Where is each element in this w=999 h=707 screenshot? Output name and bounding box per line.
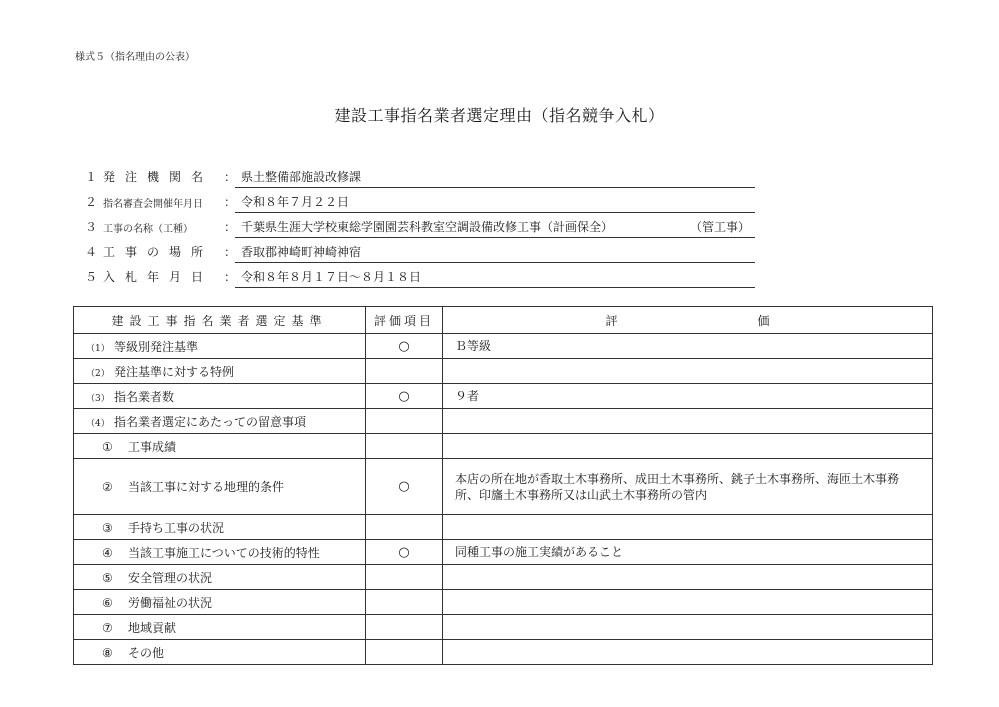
evaluation-text (443, 434, 933, 459)
evaluation-text: 同種工事の施工実績があること (443, 540, 933, 565)
table-row (74, 359, 933, 384)
table-row (74, 565, 933, 590)
criteria-label: 当該工事施工についての技術的特性 (128, 545, 320, 560)
evaluation-text: 本店の所在地が香取土木事務所、成田土木事務所、銚子土木事務所、海匝土木事務所、印旛土木事務所又は山武土木事務所の管内 (443, 459, 933, 515)
info-colon: ： (224, 195, 237, 209)
info-value: 千葉県生涯大学校東総学園園芸科教室空調設備改修工事（計画保全） (241, 220, 614, 234)
info-colon: ： (224, 170, 237, 184)
criteria-cell (74, 615, 366, 640)
work-type: （管工事） (690, 220, 751, 234)
info-value-line (235, 243, 755, 263)
criteria-cell (74, 384, 366, 409)
criteria-cell (74, 334, 366, 359)
criteria-label: 労働福祉の状況 (128, 595, 213, 610)
form-number: 様式５（指名理由の公表） (75, 52, 195, 63)
evaluation-text (443, 409, 933, 434)
criteria-label: 発注基準に対する特例 (114, 364, 235, 379)
table-row (74, 540, 933, 565)
info-colon: ： (224, 220, 237, 234)
table-row (74, 515, 933, 540)
row-circled-number: ④ (102, 545, 113, 560)
criteria-cell (74, 640, 366, 665)
criteria-label: 等級別発注基準 (114, 339, 199, 354)
row-circled-number: ② (102, 480, 113, 494)
info-row-work-name (85, 213, 785, 238)
criteria-label: その他 (128, 645, 165, 660)
row-number: （1） (86, 343, 110, 354)
row-circled-number: ⑧ (102, 645, 113, 660)
criteria-cell (74, 459, 366, 515)
evaluation-mark (366, 615, 443, 640)
header-evaluation-char1: 評 (605, 313, 618, 328)
criteria-label: 安全管理の状況 (128, 570, 213, 585)
evaluation-mark: ○ (366, 384, 443, 409)
info-label: 工事の名称（工種） (103, 224, 193, 235)
row-circled-number: ⑥ (102, 595, 113, 610)
criteria-label: 指名業者数 (114, 389, 175, 404)
evaluation-text: Ｂ等級 (443, 334, 933, 359)
evaluation-mark (366, 590, 443, 615)
row-circled-number: ③ (102, 520, 113, 535)
criteria-label: 工事成績 (128, 439, 177, 454)
row-number: （4） (86, 418, 110, 429)
info-value-line (235, 193, 755, 213)
table-row (74, 334, 933, 359)
criteria-cell (74, 434, 366, 459)
criteria-cell (74, 515, 366, 540)
info-number: ５ (85, 270, 98, 284)
table-row (74, 640, 933, 665)
info-value: 令和８年７月２２日 (241, 195, 350, 209)
info-value-line (235, 168, 755, 188)
row-number: （3） (86, 393, 110, 404)
evaluation-mark (366, 565, 443, 590)
criteria-label: 当該工事に対する地理的条件 (128, 480, 285, 494)
header-evaluation-char2: 価 (757, 313, 770, 328)
evaluation-text (443, 359, 933, 384)
row-circled-number: ⑦ (102, 620, 113, 635)
info-colon: ： (224, 245, 237, 259)
table-row (74, 409, 933, 434)
info-value-line (235, 218, 755, 238)
criteria-cell (74, 540, 366, 565)
info-label-text: 発注機関名 (103, 170, 214, 184)
info-row-agency (85, 163, 785, 188)
info-block (85, 163, 785, 288)
evaluation-mark (366, 434, 443, 459)
info-label: 指名審査会開催年月日 (103, 199, 203, 210)
info-number: ４ (85, 245, 98, 259)
evaluation-text (443, 590, 933, 615)
criteria-cell (74, 565, 366, 590)
info-label-text: 入札年月日 (103, 270, 214, 284)
evaluation-text (443, 515, 933, 540)
row-circled-number: ① (102, 439, 113, 454)
evaluation-mark (366, 409, 443, 434)
criteria-label: 指名業者選定にあたっての留意事項 (114, 414, 307, 429)
header-evaluation (443, 307, 933, 334)
table-header-row (74, 307, 933, 334)
evaluation-mark (366, 640, 443, 665)
info-number: ２ (85, 195, 98, 209)
info-row-bid-date (85, 263, 785, 288)
info-label-text: 工事の場所 (103, 245, 214, 259)
table-row (74, 434, 933, 459)
criteria-cell (74, 590, 366, 615)
info-number: ３ (85, 220, 98, 234)
table-row (74, 384, 933, 409)
criteria-table (73, 306, 933, 665)
evaluation-mark (366, 359, 443, 384)
header-evaluation-item: 評価項目 (366, 307, 443, 334)
evaluation-mark (366, 515, 443, 540)
criteria-label: 地域貢献 (128, 620, 177, 635)
criteria-cell (74, 359, 366, 384)
evaluation-mark: ○ (366, 334, 443, 359)
row-number: （2） (86, 368, 110, 379)
criteria-cell (74, 409, 366, 434)
info-number: １ (85, 170, 98, 184)
evaluation-text (443, 640, 933, 665)
row-circled-number: ⑤ (102, 570, 113, 585)
table-row (74, 590, 933, 615)
info-value: 令和８年８月１７日～８月１８日 (241, 270, 422, 284)
table-row (74, 615, 933, 640)
info-row-location (85, 238, 785, 263)
evaluation-mark: ○ (366, 540, 443, 565)
evaluation-mark: ○ (366, 459, 443, 515)
criteria-label: 手持ち工事の状況 (128, 520, 225, 535)
header-criteria: 建設工事指名業者選定基準 (74, 307, 366, 334)
info-colon: ： (224, 270, 237, 284)
info-value: 香取郡神崎町神崎神宿 (241, 245, 362, 259)
document-title: 建設工事指名業者選定理由（指名競争入札） (334, 106, 665, 125)
table-row (74, 459, 933, 515)
evaluation-text (443, 615, 933, 640)
evaluation-text: ９者 (443, 384, 933, 409)
info-value-line (235, 268, 755, 288)
info-value: 県土整備部施設改修課 (241, 170, 362, 184)
info-row-review-date (85, 188, 785, 213)
evaluation-text (443, 565, 933, 590)
